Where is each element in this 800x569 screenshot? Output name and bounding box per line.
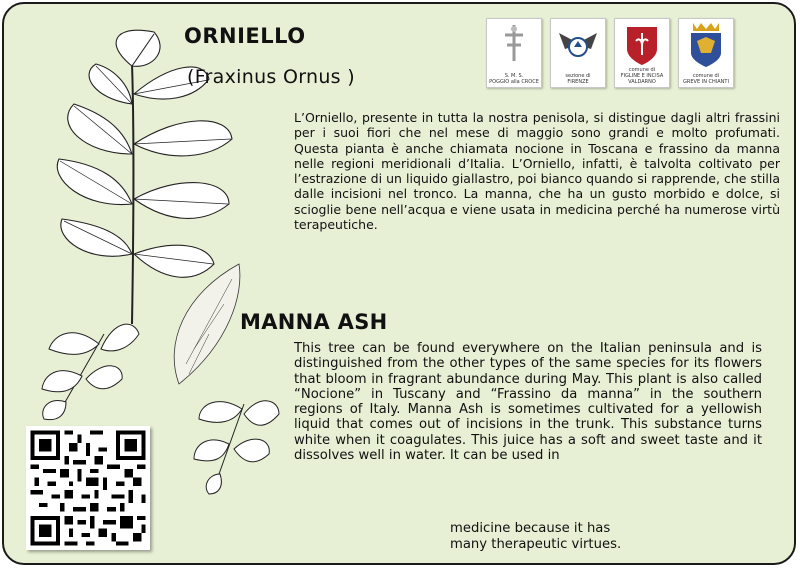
logo-sms-poggio xyxy=(486,18,542,88)
english-description-tail: medicine because it has many therapeutic virtues. xyxy=(450,521,622,552)
logo-figline-incisa xyxy=(614,18,670,88)
qr-code[interactable] xyxy=(26,426,150,550)
italian-description: L’Orniello, presente in tutta la nostra penisola, si distingue dagli altri frassini per i suoi fiori che nel mese di maggio sono grandi e molto profumati. Questa pianta è anche chiamata nocione in Toscana e frassino da manna nelle regioni meridionali d’Italia. L’Orniello, infatti, è talvolta coltivato per l’estrazione di un liquido giallastro, poi bianco quando si rapprende, che stilla dalle incisioni nel tronco. La manna, che ha un gusto morbido e dolce, si scioglie bene nell’acqua e viene usata in medicina perché ha numerose virtù terapeutiche. xyxy=(294,110,780,233)
cross-emblem-icon xyxy=(487,19,541,69)
logo-caption: comune di GREVE IN CHIANTI xyxy=(683,73,729,85)
crowned-shield-icon xyxy=(679,19,733,69)
page-title: ORNIELLO xyxy=(184,24,306,48)
latin-name: (Fraxinus Ornus ) xyxy=(187,66,355,88)
flower-cluster-illustration xyxy=(174,264,240,384)
logo-caption: sezione di FIRENZE xyxy=(565,73,591,85)
logo-caption: comune di FIGLINE E INCISA VALDARNO xyxy=(620,67,664,85)
cai-eagle-icon xyxy=(551,19,605,69)
info-panel xyxy=(2,2,796,565)
logo-greve-chianti xyxy=(678,18,734,88)
sponsor-logos xyxy=(486,18,734,88)
logo-cai-firenze xyxy=(550,18,606,88)
english-heading: MANNA ASH xyxy=(240,310,388,334)
lily-shield-icon xyxy=(615,19,669,69)
ash-leaf-illustration-2 xyxy=(194,401,279,494)
logo-caption: S. M. S. POGGIO alla CROCE xyxy=(489,73,539,85)
english-description: This tree can be found everywhere on the Italian peninsula and is distinguished from the other types of the same species for its flowers that bloom in fragrant abundance during May. This plant is also called “Nocione” in Tuscany and “Frassino da manna” in the southern regions of Italy. Manna Ash is sometimes cultivated for a yellowish liquid that comes out of incisions in the trunk. This substance turns white when it coagulates. This juice has a soft and sweet taste and it dissolves well in water. It can be used in xyxy=(294,341,762,464)
ash-leaf-illustration xyxy=(42,324,139,419)
